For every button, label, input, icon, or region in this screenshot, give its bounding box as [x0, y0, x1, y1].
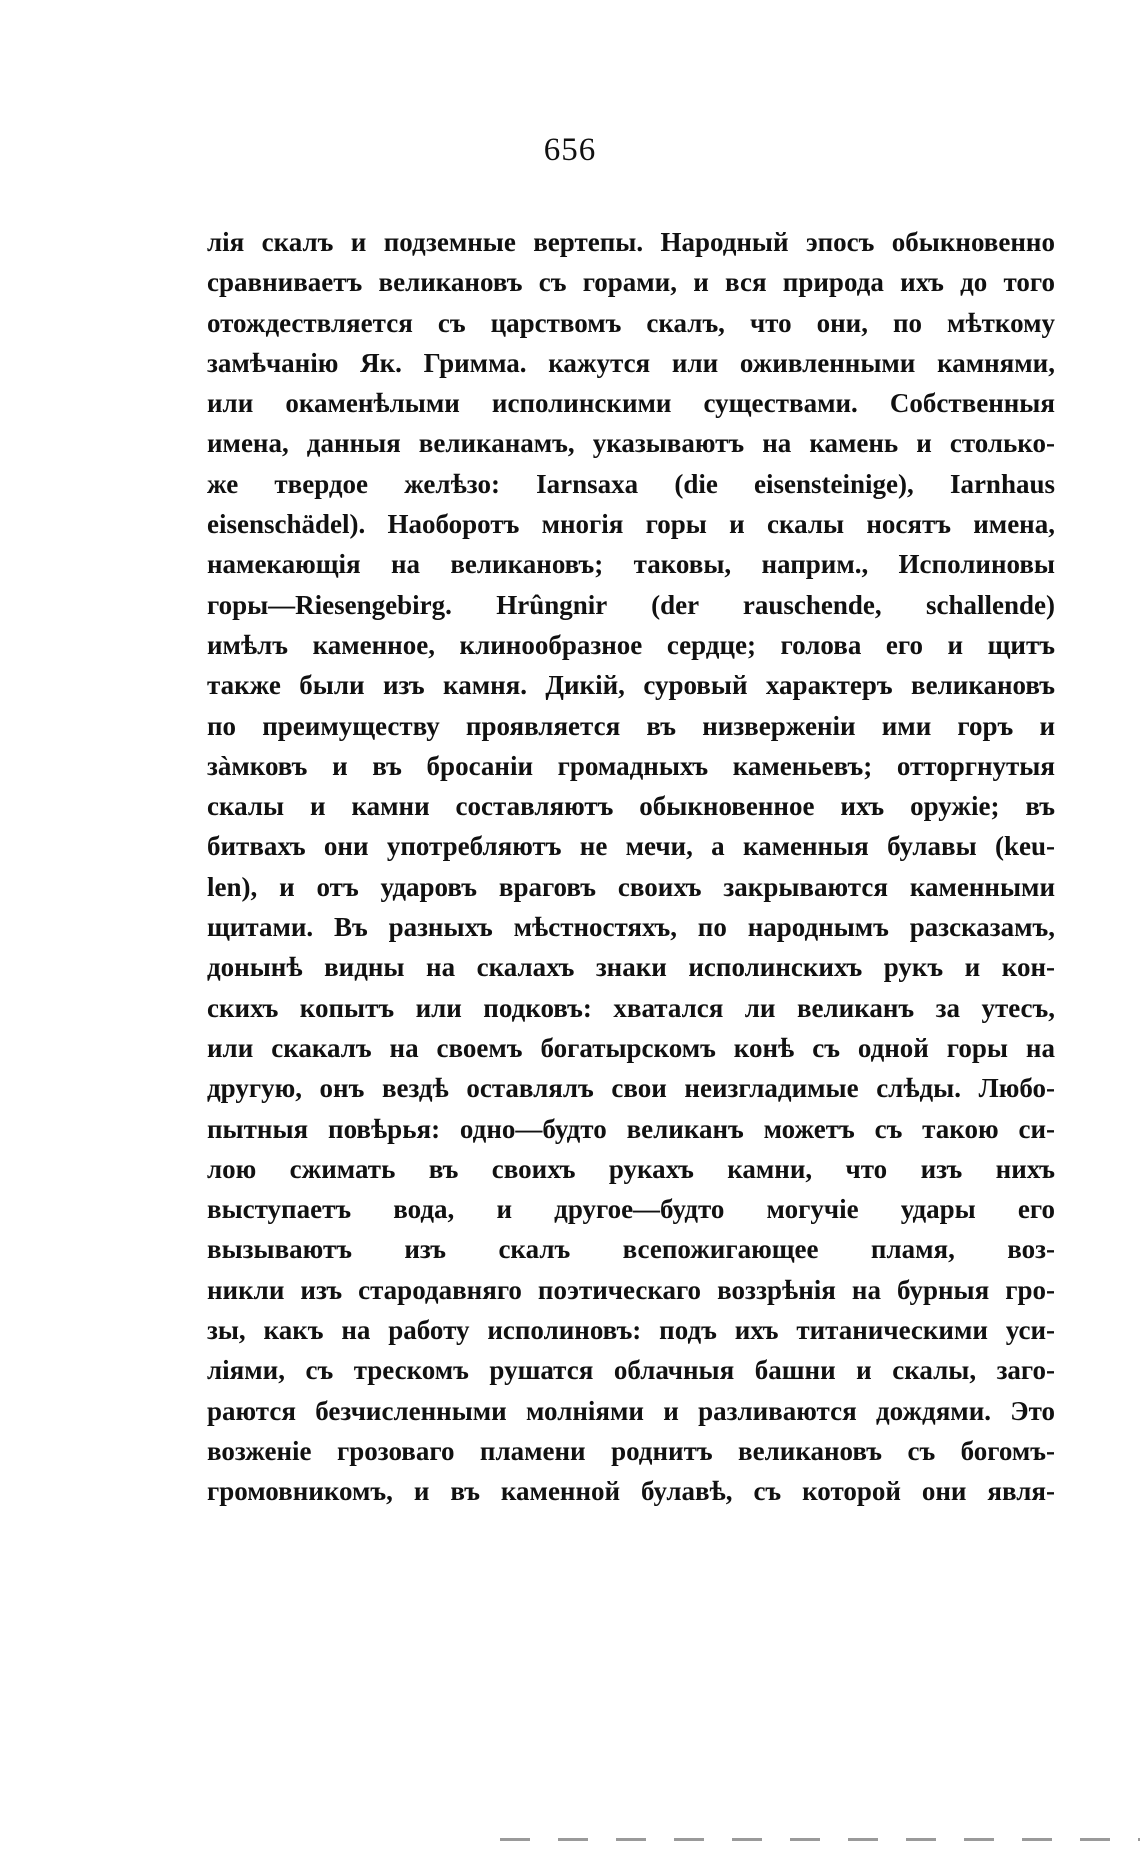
text-line: по преимуществу проявляется въ низверженіи ими горъ и	[207, 710, 1055, 741]
text-line: зы, какъ на работу исполиновъ: подъ ихъ титаническими уси-	[207, 1315, 1055, 1346]
text-line: также были изъ камня. Дикій, суровый характеръ великановъ	[207, 670, 1055, 701]
text-line: скихъ копытъ или подковъ: хватался ли великанъ за утесъ,	[207, 992, 1055, 1023]
body-text	[207, 222, 1055, 1512]
text-line: намекающія на великановъ; таковы, наприм., Исполиновы	[207, 549, 1055, 580]
text-line: выступаетъ вода, и другое—будто могучіе удары его	[207, 1194, 1055, 1225]
text-line: донынѣ видны на скалахъ знаки исполинскихъ рукъ и кон-	[207, 952, 1055, 983]
text-line: или окаменѣлыми исполинскими существами. Собственныя	[207, 388, 1055, 419]
text-line: же твердое желѣзо: Iarnsaxa (die eisensteinige), Iarnhaus	[207, 468, 1055, 499]
text-line: зàмковъ и въ бросаніи громадныхъ каменьевъ; отторгнутыя	[207, 750, 1055, 781]
text-line: никли изъ стародавняго поэтическаго воззрѣнія на бурныя гро-	[207, 1274, 1055, 1305]
text-line: имѣлъ каменное, клинообразное сердце; голова его и щитъ	[207, 629, 1055, 660]
text-line: горы—Riesengebirg. Hrûngnir (der rauschende, schallende)	[207, 589, 1055, 620]
text-line: щитами. Въ разныхъ мѣстностяхъ, по народнымъ разсказамъ,	[207, 912, 1055, 943]
text-line: сравниваетъ великановъ съ горами, и вся природа ихъ до того	[207, 267, 1055, 298]
text-line: громовникомъ, и въ каменной булавѣ, съ которой они явля-	[207, 1476, 1055, 1507]
text-line: ліями, съ трескомъ рушатся облачныя башни и скалы, заго-	[207, 1355, 1055, 1386]
text-line: eisenschädel). Наоборотъ многія горы и скалы носятъ имена,	[207, 509, 1055, 540]
text-line: отождествляется съ царствомъ скалъ, что они, по мѣткому	[207, 307, 1055, 338]
text-line: лою сжимать въ своихъ рукахъ камни, что изъ нихъ	[207, 1153, 1055, 1184]
text-line: раются безчисленными молніями и разливаются дождями. Это	[207, 1395, 1055, 1426]
text-line: лія скалъ и подземные вертепы. Народный эпосъ обыкновенно	[207, 227, 1055, 257]
text-line: битвахъ они употребляютъ не мечи, а каменныя булавы (keu-	[207, 831, 1055, 862]
footer-rule	[500, 1838, 1140, 1841]
text-line: пытныя повѣрья: одно—будто великанъ можетъ съ такою си-	[207, 1113, 1055, 1144]
text-line: скалы и камни составляютъ обыкновенное ихъ оружіе; въ	[207, 791, 1055, 822]
text-line: замѣчанію Як. Гримма. кажутся или оживленными камнями,	[207, 347, 1055, 378]
text-line: возженіе грозоваго пламени роднитъ великановъ съ богомъ-	[207, 1435, 1055, 1466]
text-line: имена, данныя великанамъ, указываютъ на камень и столько-	[207, 428, 1055, 459]
text-line: другую, онъ вездѣ оставлялъ свои неизгладимые слѣды. Любо-	[207, 1073, 1055, 1104]
text-line: или скакалъ на своемъ богатырскомъ конѣ съ одной горы на	[207, 1032, 1055, 1063]
text-line: вызываютъ изъ скалъ всепожигающее пламя, воз-	[207, 1234, 1055, 1265]
text-line: len), и отъ ударовъ враговъ своихъ закрываются каменными	[207, 871, 1055, 902]
page-number: 656	[543, 132, 597, 168]
